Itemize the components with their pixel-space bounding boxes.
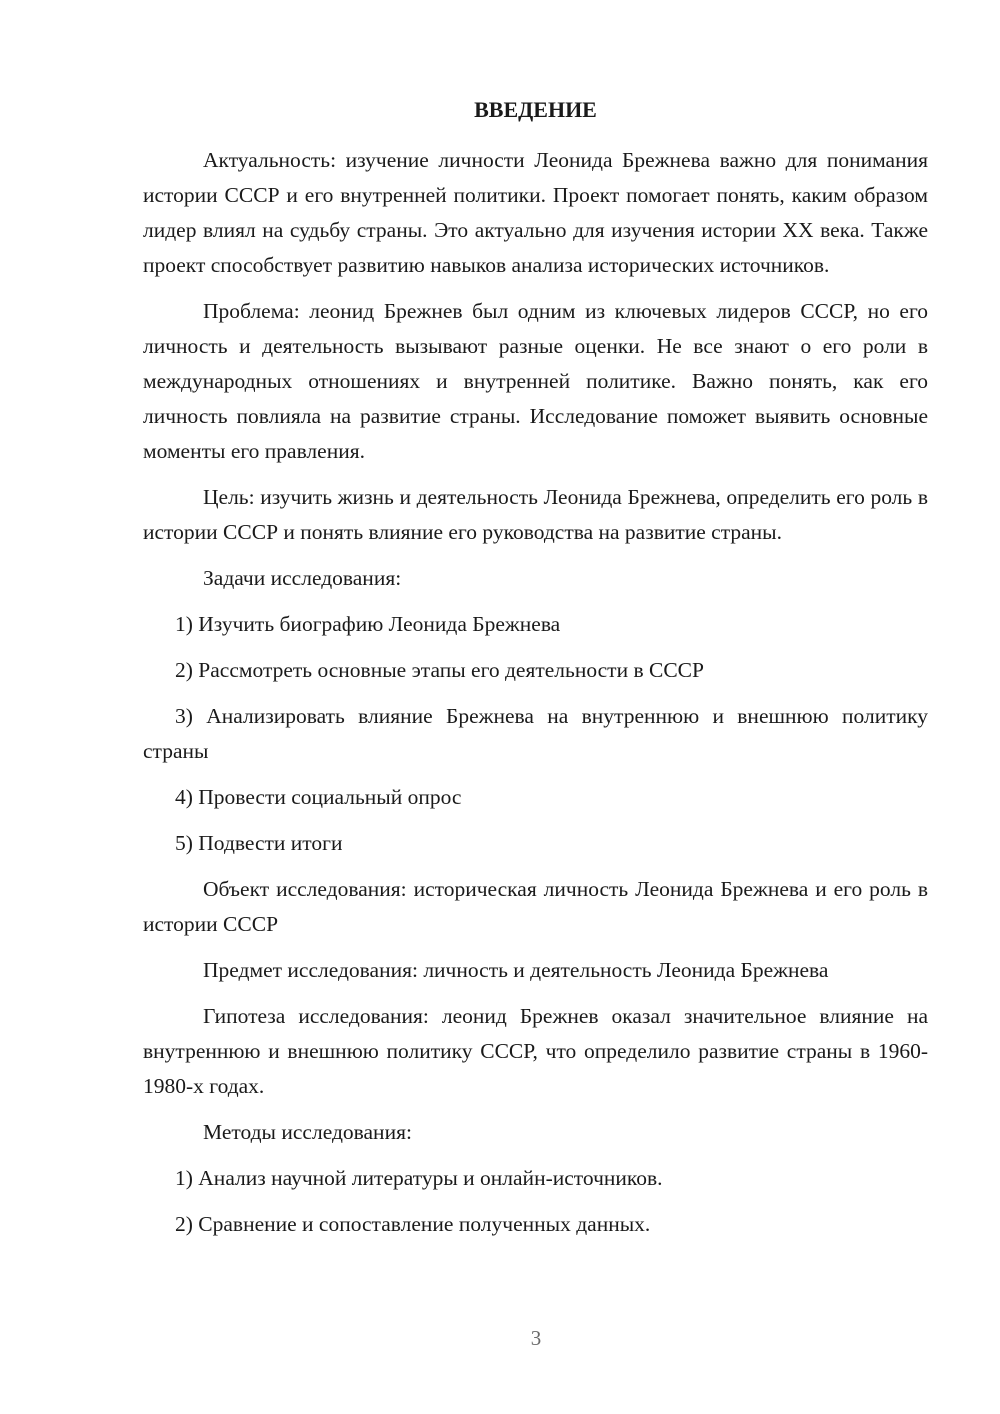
task-item: 2) Рассмотреть основные этапы его деятельности в СССР xyxy=(175,658,704,682)
page-number: 3 xyxy=(530,1326,542,1350)
tasks-heading: Задачи исследования: xyxy=(203,566,402,590)
hypothesis-paragraph: Гипотеза исследования: леонид Брежнев оказал значительное влияние на внутреннюю и внешнюю политику СССР, что определило развитие страны в 1960-1980-х годах. xyxy=(143,1004,928,1098)
goal-paragraph: Цель: изучить жизнь и деятельность Леонида Брежнева, определить его роль в истории СССР и понять влияние его руководства на развитие страны. xyxy=(143,485,928,544)
relevance-paragraph: Актуальность: изучение личности Леонида Брежнева важно для понимания истории СССР и его внутренней политики. Проект помогает понять, каким образом лидер влиял на судьбу страны. Это актуально для изучения истории XX века. Также проект способствует развитию навыков анализа исторических источников. xyxy=(143,148,928,277)
problem-paragraph: Проблема: леонид Брежнев был одним из ключевых лидеров СССР, но его личность и деятельность вызывают разные оценки. Не все знают о его роли в международных отношениях и внутренней политике. Важно понять, как его личность повлияла на развитие страны. Исследование поможет выявить основные моменты его правления. xyxy=(143,299,928,463)
method-item: 1) Анализ научной литературы и онлайн-источников. xyxy=(175,1166,663,1190)
subject-paragraph: Предмет исследования: личность и деятельность Леонида Брежнева xyxy=(203,958,829,982)
object-paragraph: Объект исследования: историческая личность Леонида Брежнева и его роль в истории СССР xyxy=(143,877,928,936)
task-item: 5) Подвести итоги xyxy=(175,831,343,855)
task-item: 4) Провести социальный опрос xyxy=(175,785,462,809)
task-item: 1) Изучить биографию Леонида Брежнева xyxy=(175,612,561,636)
section-title: ВВЕДЕНИЕ xyxy=(474,97,597,122)
document-page xyxy=(143,95,928,1253)
task-item: 3) Анализировать влияние Брежнева на внутреннюю и внешнюю политику страны xyxy=(143,704,928,763)
method-item: 2) Сравнение и сопоставление полученных данных. xyxy=(175,1212,651,1236)
methods-heading: Методы исследования: xyxy=(203,1120,412,1144)
